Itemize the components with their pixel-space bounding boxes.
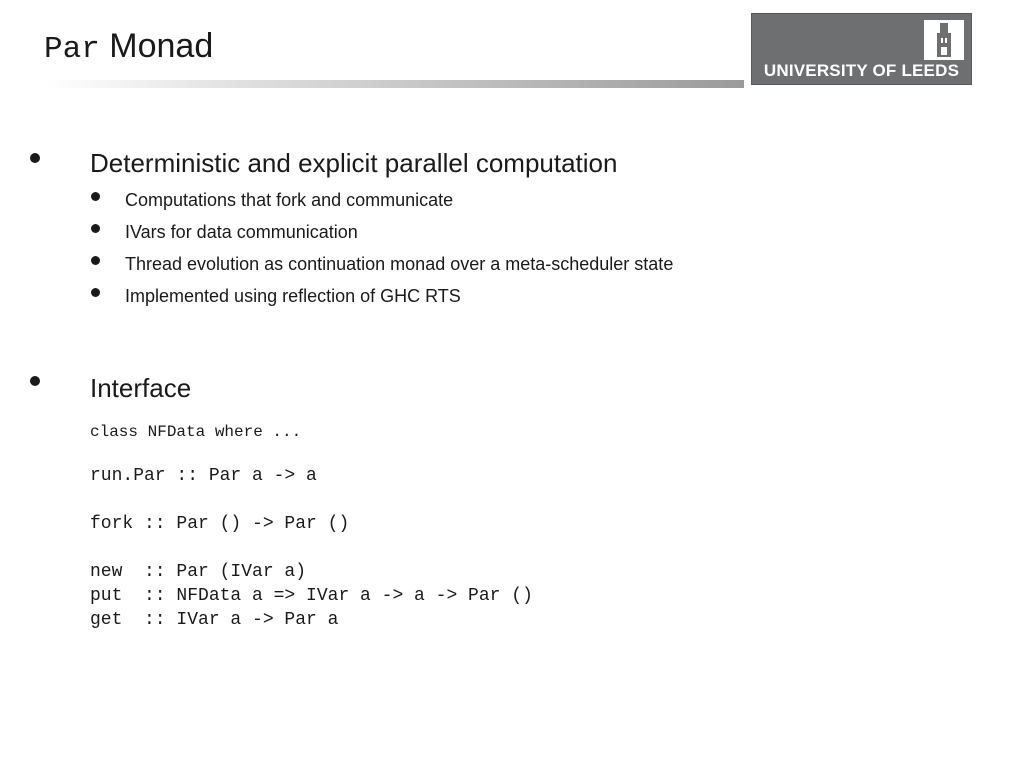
title-code: Par	[44, 32, 100, 67]
bullet-text: Interface	[90, 373, 192, 403]
sub-bullet-text: Computations that fork and communicate	[125, 190, 454, 210]
code-line-put: put :: NFData a => IVar a -> a -> Par ()	[90, 586, 533, 606]
university-logo	[751, 13, 972, 85]
sub-bullet-text: Implemented using reflection of GHC RTS	[125, 286, 461, 306]
sub-bullet-marker	[91, 288, 100, 297]
sub-bullet-text: Thread evolution as continuation monad over a meta-scheduler state	[125, 254, 674, 274]
code-line-fork: fork :: Par () -> Par ()	[90, 514, 350, 534]
code-line-new: new :: Par (IVar a)	[90, 562, 307, 582]
title-divider	[44, 80, 744, 88]
bullet-text: Deterministic and explicit parallel computation	[90, 148, 618, 178]
code-line-runpar: run.Par :: Par a -> a	[90, 466, 317, 486]
slide-title	[44, 26, 213, 70]
code-line-get: get :: IVar a -> Par a	[90, 610, 339, 630]
sub-bullet-text: IVars for data communication	[125, 222, 358, 242]
code-line-class: class NFData where ...	[90, 423, 302, 441]
bullet-marker	[30, 376, 40, 386]
sub-bullet-marker	[91, 224, 100, 233]
university-crest-icon	[924, 20, 964, 60]
sub-bullet-marker	[91, 256, 100, 265]
sub-bullet-marker	[91, 192, 100, 201]
bullet-marker	[30, 153, 40, 163]
logo-text: UNIVERSITY OF LEEDS	[763, 61, 960, 80]
title-text: Monad	[109, 27, 214, 65]
